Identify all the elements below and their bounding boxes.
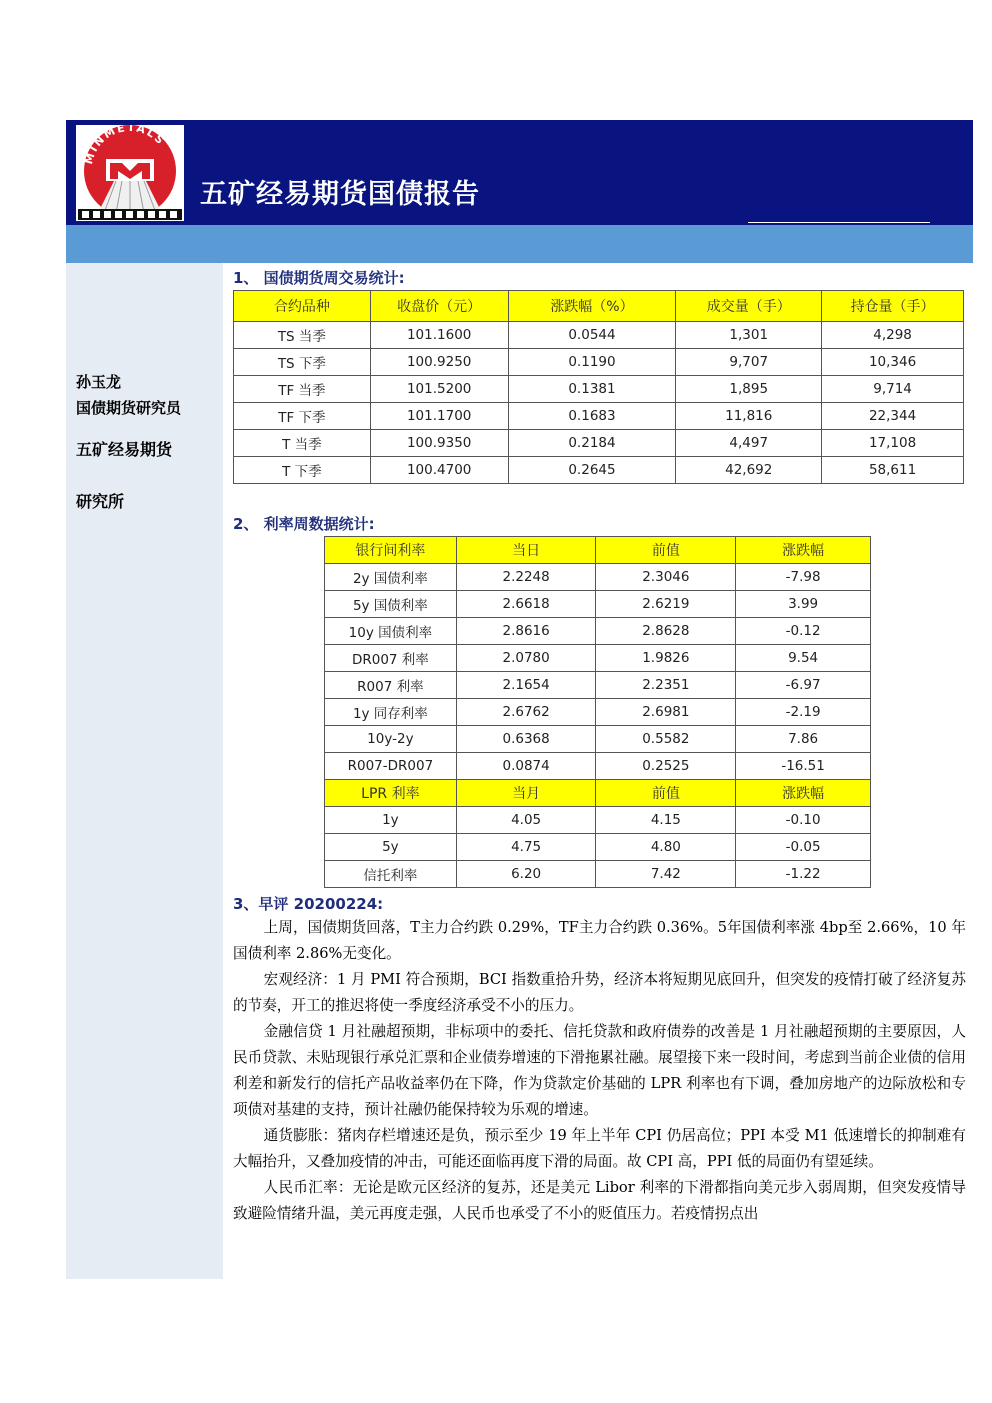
table-cell: 1.9826 bbox=[596, 645, 736, 672]
author-role: 国债期货研究员 bbox=[76, 399, 182, 417]
header-cell: 涨跌幅 bbox=[736, 537, 871, 564]
table-cell: 11,816 bbox=[676, 403, 822, 430]
paragraph: 金融信贷 1 月社融超预期，非标项中的委托、信托贷款和政府债券的改善是 1 月社融超预期的主要原因，人民币贷款、未贴现银行承兑汇票和企业债券增速的下滑拖累社融。展望接下来一段时间，考虑到当前企业债的信用利差和新发行的信托产品收益率仍在下降，作为贷款定价基础的 LPR 利率也有下调，叠加房地产的边际放松和专项债对基建的支持，预计社融仍能保持较为乐观的增速。 bbox=[233, 1023, 966, 1118]
table-cell: 1y 同存利率 bbox=[325, 699, 457, 726]
table-cell: 0.1190 bbox=[508, 349, 676, 376]
header-cell: 当日 bbox=[456, 537, 596, 564]
table-cell: 101.5200 bbox=[370, 376, 508, 403]
table-row bbox=[234, 430, 964, 457]
table-row bbox=[325, 564, 871, 591]
table-cell: DR007 利率 bbox=[325, 645, 457, 672]
table-row bbox=[234, 403, 964, 430]
table-cell: TS 下季 bbox=[234, 349, 371, 376]
table-row bbox=[325, 645, 871, 672]
table-row bbox=[325, 591, 871, 618]
table-cell: 4.80 bbox=[596, 834, 736, 861]
table-cell: 22,344 bbox=[822, 403, 964, 430]
table-cell: -7.98 bbox=[736, 564, 871, 591]
company-name: 五矿经易期货 bbox=[76, 440, 173, 459]
table-row bbox=[234, 457, 964, 484]
table-cell: 101.1700 bbox=[370, 403, 508, 430]
header-cell: 成交量（手） bbox=[676, 291, 822, 322]
table-cell: 7.86 bbox=[736, 726, 871, 753]
table-row bbox=[234, 349, 964, 376]
header-cell: 前值 bbox=[596, 780, 736, 807]
table-cell: 0.0544 bbox=[508, 322, 676, 349]
paragraph: 上周，国债期货回落，T主力合约跌 0.29%，TF主力合约跌 0.36%。5年国债利率涨 4bp至 2.66%，10 年国债利率 2.86%无变化。 bbox=[233, 919, 966, 962]
section1-title: 1、 国债期货周交易统计: bbox=[233, 269, 405, 287]
table-row bbox=[325, 753, 871, 780]
table-cell: 100.4700 bbox=[370, 457, 508, 484]
table-cell: 4.75 bbox=[456, 834, 596, 861]
morning-review-text bbox=[233, 915, 966, 1222]
table-cell: 4,497 bbox=[676, 430, 822, 457]
dept-name: 研究所 bbox=[76, 492, 125, 511]
table-cell: 58,611 bbox=[822, 457, 964, 484]
table-cell: 3.99 bbox=[736, 591, 871, 618]
table-cell: 2.2248 bbox=[456, 564, 596, 591]
table-cell: 10y 国债利率 bbox=[325, 618, 457, 645]
table-cell: 5y bbox=[325, 834, 457, 861]
table-cell: 101.1600 bbox=[370, 322, 508, 349]
header-cell: 合约品种 bbox=[234, 291, 371, 322]
table-cell: 2.2351 bbox=[596, 672, 736, 699]
table-row bbox=[325, 699, 871, 726]
table-cell: T 下季 bbox=[234, 457, 371, 484]
futures-stats-table bbox=[233, 290, 964, 484]
report-title: 五矿经易期货国债报告 bbox=[200, 179, 480, 210]
header-subband bbox=[66, 225, 973, 263]
table-cell: 2.6219 bbox=[596, 591, 736, 618]
table-row bbox=[325, 618, 871, 645]
section2-title: 2、 利率周数据统计: bbox=[233, 515, 375, 533]
table-cell: 9.54 bbox=[736, 645, 871, 672]
table-cell: 0.2184 bbox=[508, 430, 676, 457]
header-cell: LPR 利率 bbox=[325, 780, 457, 807]
table-cell: 信托利率 bbox=[325, 861, 457, 888]
table-cell: 9,714 bbox=[822, 376, 964, 403]
paragraph: 宏观经济：1 月 PMI 符合预期，BCI 指数重拾升势，经济本将短期见底回升，但突发的疫情打破了经济复苏的节奏，开工的推迟将使一季度经济承受不小的压力。 bbox=[233, 971, 966, 1014]
table-cell: 2.1654 bbox=[456, 672, 596, 699]
table-cell: 0.0874 bbox=[456, 753, 596, 780]
table-cell: -0.10 bbox=[736, 807, 871, 834]
table-cell: 4,298 bbox=[822, 322, 964, 349]
table-cell: 2y 国债利率 bbox=[325, 564, 457, 591]
table-cell: TS 当季 bbox=[234, 322, 371, 349]
table-cell: 7.42 bbox=[596, 861, 736, 888]
table-cell: 2.6981 bbox=[596, 699, 736, 726]
table-cell: 10,346 bbox=[822, 349, 964, 376]
table-cell: 2.0780 bbox=[456, 645, 596, 672]
header-cell: 收盘价（元） bbox=[370, 291, 508, 322]
section3-title: 3、早评 20200224: bbox=[233, 895, 384, 913]
table-cell: 1y bbox=[325, 807, 457, 834]
table-cell: 100.9350 bbox=[370, 430, 508, 457]
table-cell: 17,108 bbox=[822, 430, 964, 457]
table-row bbox=[325, 807, 871, 834]
table-row bbox=[325, 861, 871, 888]
table-cell: 2.8628 bbox=[596, 618, 736, 645]
svg-text:MINMETALS: MINMETALS bbox=[82, 125, 168, 166]
header-cell: 涨跌幅 bbox=[736, 780, 871, 807]
table-cell: 1,301 bbox=[676, 322, 822, 349]
table-cell: 4.05 bbox=[456, 807, 596, 834]
table-cell: 2.8616 bbox=[456, 618, 596, 645]
minmetals-logo bbox=[76, 125, 184, 221]
header-rule bbox=[748, 222, 930, 223]
table-cell: 9,707 bbox=[676, 349, 822, 376]
table-cell: R007-DR007 bbox=[325, 753, 457, 780]
table-cell: -1.22 bbox=[736, 861, 871, 888]
header-cell: 持仓量（手） bbox=[822, 291, 964, 322]
table-cell: TF 下季 bbox=[234, 403, 371, 430]
table-cell: 4.15 bbox=[596, 807, 736, 834]
table-row bbox=[234, 322, 964, 349]
header-cell: 前值 bbox=[596, 537, 736, 564]
table-cell: 0.1683 bbox=[508, 403, 676, 430]
table-cell: 10y-2y bbox=[325, 726, 457, 753]
table-cell: T 当季 bbox=[234, 430, 371, 457]
header-cell: 涨跌幅（%） bbox=[508, 291, 676, 322]
header-cell: 银行间利率 bbox=[325, 537, 457, 564]
table-header-row bbox=[325, 780, 871, 807]
table-cell: 1,895 bbox=[676, 376, 822, 403]
table-cell: 2.6618 bbox=[456, 591, 596, 618]
table-cell: 2.3046 bbox=[596, 564, 736, 591]
paragraph: 通货膨胀：猪肉存栏增速还是负，预示至少 19 年上半年 CPI 仍居高位；PPI 本受 M1 低速增长的抑制难有大幅抬升，又叠加疫情的冲击，可能还面临再度下滑的局面。故 CPI 高，PPI 低的局面仍有望延续。 bbox=[233, 1127, 966, 1170]
table-cell: R007 利率 bbox=[325, 672, 457, 699]
table-cell: -16.51 bbox=[736, 753, 871, 780]
rates-stats-table bbox=[324, 536, 871, 888]
table-row bbox=[325, 672, 871, 699]
table-cell: -2.19 bbox=[736, 699, 871, 726]
table-cell: 0.2645 bbox=[508, 457, 676, 484]
table-row bbox=[325, 726, 871, 753]
table-cell: -0.05 bbox=[736, 834, 871, 861]
table-cell: 2.6762 bbox=[456, 699, 596, 726]
table-cell: TF 当季 bbox=[234, 376, 371, 403]
table-cell: 5y 国债利率 bbox=[325, 591, 457, 618]
header-cell: 当月 bbox=[456, 780, 596, 807]
table-cell: -6.97 bbox=[736, 672, 871, 699]
table-header-row bbox=[234, 291, 964, 322]
table-header-row bbox=[325, 537, 871, 564]
table-cell: -0.12 bbox=[736, 618, 871, 645]
table-row bbox=[234, 376, 964, 403]
table-cell: 0.6368 bbox=[456, 726, 596, 753]
table-cell: 42,692 bbox=[676, 457, 822, 484]
table-cell: 100.9250 bbox=[370, 349, 508, 376]
table-cell: 0.5582 bbox=[596, 726, 736, 753]
table-row bbox=[325, 834, 871, 861]
paragraph: 人民币汇率：无论是欧元区经济的复苏，还是美元 Libor 利率的下滑都指向美元步入弱周期，但突发疫情导致避险情绪升温，美元再度走强，人民币也承受了不小的贬值压力。若疫情拐点出 bbox=[233, 1179, 966, 1222]
table-cell: 6.20 bbox=[456, 861, 596, 888]
table-cell: 0.1381 bbox=[508, 376, 676, 403]
author-name: 孙玉龙 bbox=[76, 373, 122, 391]
table-cell: 0.2525 bbox=[596, 753, 736, 780]
